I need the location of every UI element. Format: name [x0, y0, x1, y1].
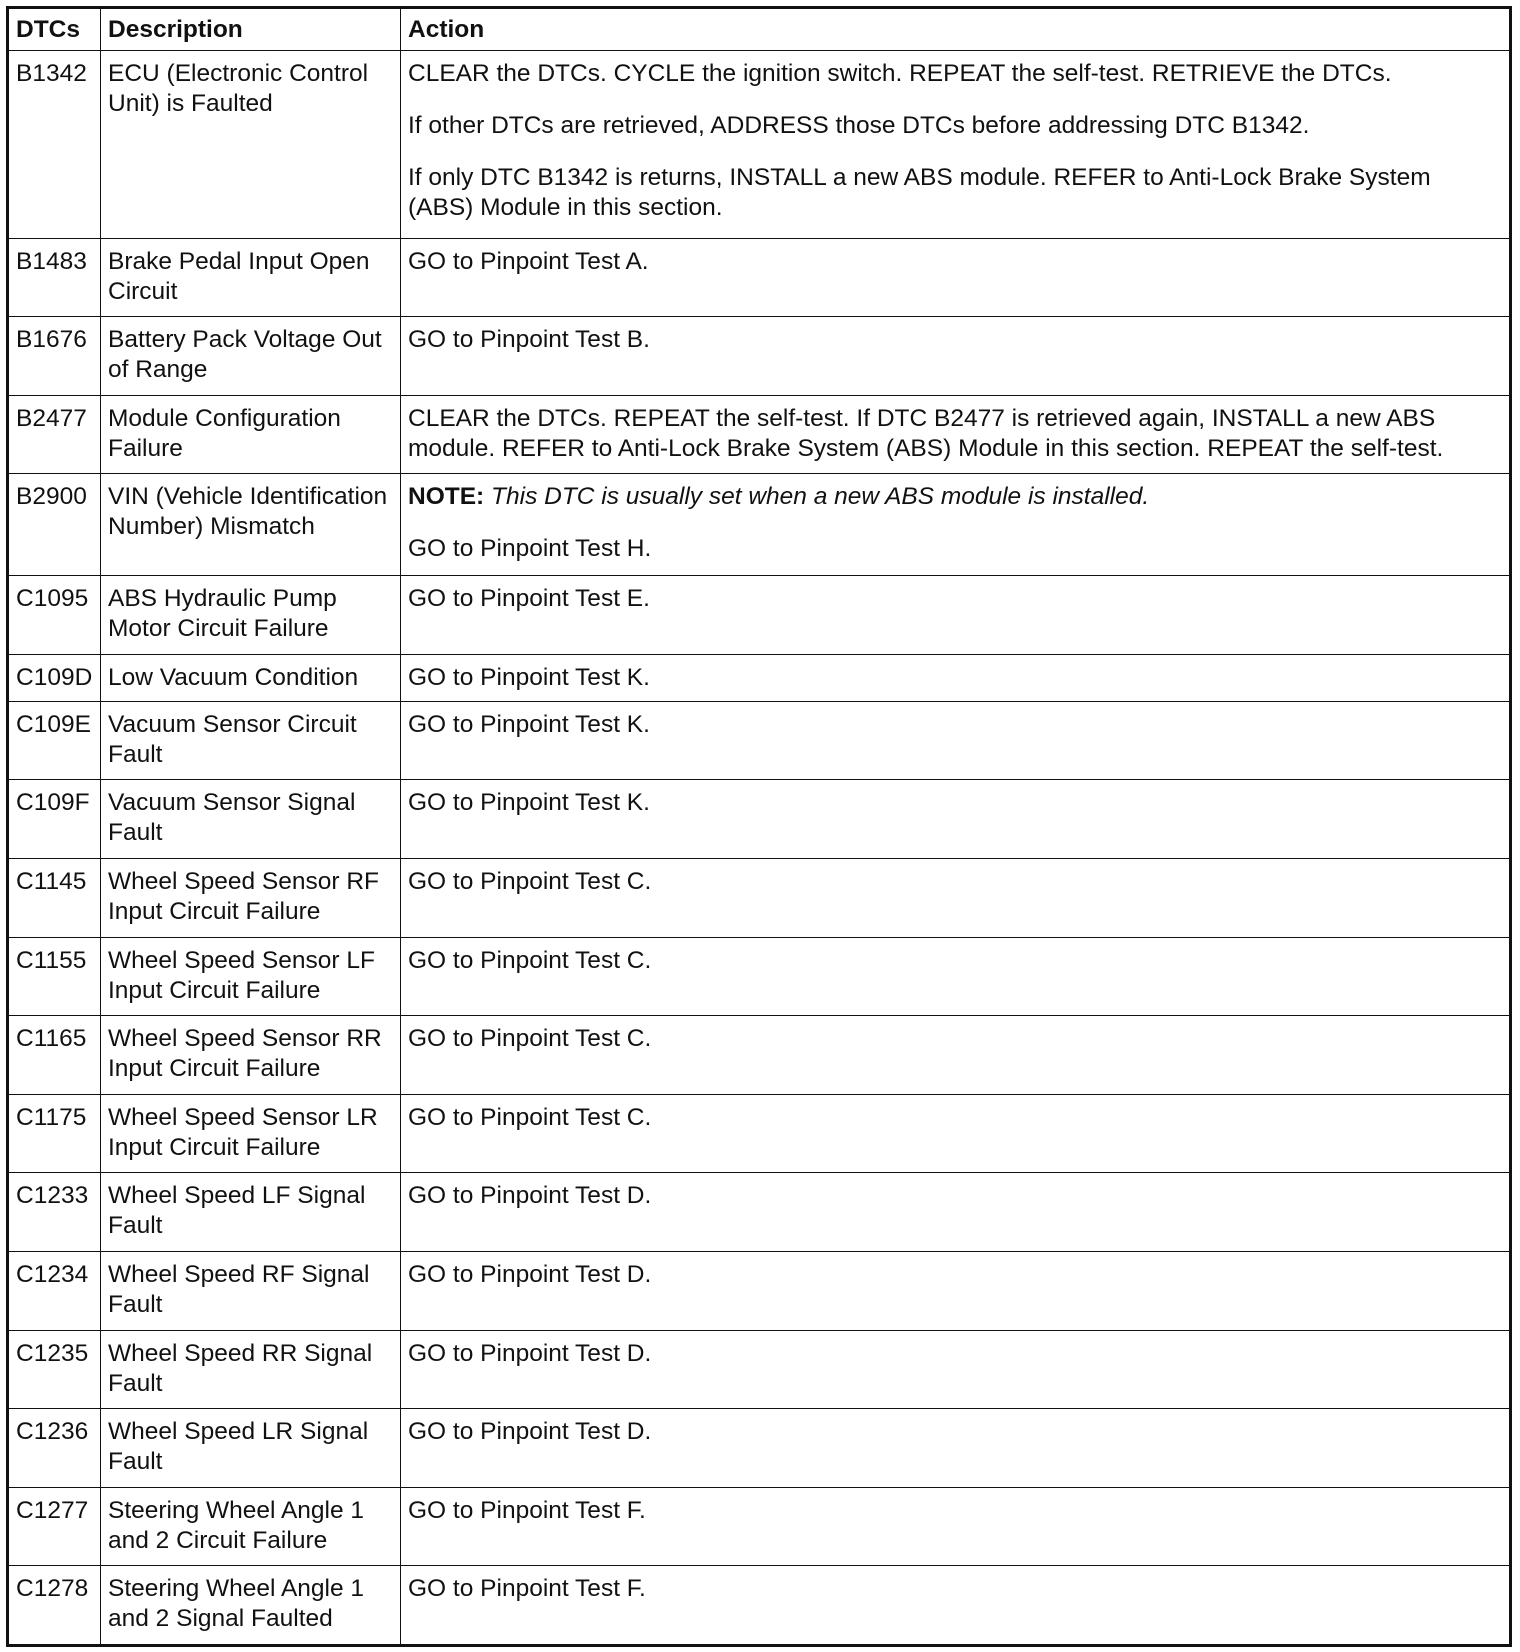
dtc-code: C1233: [8, 1173, 101, 1252]
table-row: [8, 1016, 1511, 1095]
dtc-code: C1235: [8, 1330, 101, 1409]
action-step: GO to Pinpoint Test H.: [408, 535, 652, 563]
dtc-code: C1234: [8, 1251, 101, 1330]
dtc-code: C109E: [8, 701, 101, 780]
dtc-action: GO to Pinpoint Test K.: [401, 654, 1511, 701]
header-row: [8, 8, 1511, 51]
dtc-action: GO to Pinpoint Test D.: [401, 1251, 1511, 1330]
dtc-code: B1676: [8, 317, 101, 396]
dtc-table: [6, 6, 1512, 1647]
table-row: [8, 51, 1511, 239]
action-step: If only DTC B1342 is returns, INSTALL a new ABS module. REFER to Anti-Lock Brake System (ABS) Module in this section.: [408, 164, 1431, 221]
dtc-action: GO to Pinpoint Test K.: [401, 701, 1511, 780]
dtc-description: Module Configuration Failure: [101, 395, 401, 474]
dtc-code: B1342: [8, 51, 101, 239]
dtc-code: B1483: [8, 238, 101, 317]
header-action: Action: [401, 8, 1511, 51]
note-label: NOTE:: [408, 483, 485, 511]
dtc-description: ECU (Electronic Control Unit) is Faulted: [101, 51, 401, 239]
dtc-description: ABS Hydraulic Pump Motor Circuit Failure: [101, 576, 401, 655]
dtc-action: GO to Pinpoint Test C.: [401, 937, 1511, 1016]
dtc-description: VIN (Vehicle Identification Number) Mismatch: [101, 474, 401, 576]
header-description: Description: [101, 8, 401, 51]
dtc-description: Wheel Speed Sensor RF Input Circuit Failure: [101, 858, 401, 937]
action-step: CLEAR the DTCs. CYCLE the ignition switch. REPEAT the self-test. RETRIEVE the DTCs.: [408, 60, 1392, 87]
dtc-description: Wheel Speed Sensor LF Input Circuit Failure: [101, 937, 401, 1016]
dtc-description: Low Vacuum Condition: [101, 654, 401, 701]
dtc-action: GO to Pinpoint Test C.: [401, 1094, 1511, 1173]
table-row: [8, 238, 1511, 317]
note-text: This DTC is usually set when a new ABS module is installed.: [491, 483, 1150, 511]
dtc-description: Wheel Speed Sensor LR Input Circuit Failure: [101, 1094, 401, 1173]
dtc-code: C1277: [8, 1487, 101, 1566]
dtc-action: GO to Pinpoint Test C.: [401, 858, 1511, 937]
dtc-code: C1095: [8, 576, 101, 655]
dtc-description: Wheel Speed Sensor RR Input Circuit Failure: [101, 1016, 401, 1095]
dtc-code: C109F: [8, 780, 101, 859]
dtc-action: GO to Pinpoint Test D.: [401, 1173, 1511, 1252]
table-row: [8, 701, 1511, 780]
dtc-action: GO to Pinpoint Test C.: [401, 1016, 1511, 1095]
table-row: [8, 1094, 1511, 1173]
dtc-description: Wheel Speed RF Signal Fault: [101, 1251, 401, 1330]
table-row: [8, 1251, 1511, 1330]
dtc-code: C1236: [8, 1409, 101, 1488]
dtc-action: GO to Pinpoint Test D.: [401, 1409, 1511, 1488]
dtc-description: Wheel Speed LF Signal Fault: [101, 1173, 401, 1252]
dtc-description: Wheel Speed LR Signal Fault: [101, 1409, 401, 1488]
table-row: [8, 654, 1511, 701]
table-row: [8, 1409, 1511, 1488]
table-row: [8, 1566, 1511, 1646]
dtc-description: Steering Wheel Angle 1 and 2 Signal Faulted: [101, 1566, 401, 1646]
dtc-description: Vacuum Sensor Circuit Fault: [101, 701, 401, 780]
dtc-action: GO to Pinpoint Test F.: [401, 1487, 1511, 1566]
dtc-action: GO to Pinpoint Test B.: [401, 317, 1511, 396]
dtc-action: GO to Pinpoint Test F.: [401, 1566, 1511, 1646]
dtc-code: B2900: [8, 474, 101, 576]
table-row: [8, 1173, 1511, 1252]
header-dtcs: DTCs: [8, 8, 101, 51]
table-row: [8, 317, 1511, 396]
dtc-action: GO to Pinpoint Test D.: [401, 1330, 1511, 1409]
table-row: [8, 395, 1511, 474]
dtc-code: C1165: [8, 1016, 101, 1095]
dtc-action: CLEAR the DTCs. REPEAT the self-test. If DTC B2477 is retrieved again, INSTALL a new ABS module. REFER to Anti-Lock Brake System (ABS) Module in this section. REPEAT the self-test.: [401, 395, 1511, 474]
dtc-code: C1175: [8, 1094, 101, 1173]
dtc-description: Brake Pedal Input Open Circuit: [101, 238, 401, 317]
dtc-code: C1155: [8, 937, 101, 1016]
action-step: If other DTCs are retrieved, ADDRESS those DTCs before addressing DTC B1342.: [408, 112, 1310, 139]
note: [408, 482, 1502, 512]
table-row: [8, 1487, 1511, 1566]
dtc-action: [401, 474, 1511, 576]
table-row: [8, 858, 1511, 937]
dtc-description: Steering Wheel Angle 1 and 2 Circuit Failure: [101, 1487, 401, 1566]
dtc-description: Vacuum Sensor Signal Fault: [101, 780, 401, 859]
dtc-description: Wheel Speed RR Signal Fault: [101, 1330, 401, 1409]
dtc-action: [401, 51, 1511, 239]
dtc-action: GO to Pinpoint Test K.: [401, 780, 1511, 859]
dtc-action: GO to Pinpoint Test E.: [401, 576, 1511, 655]
table-row: [8, 474, 1511, 576]
dtc-code: B2477: [8, 395, 101, 474]
dtc-code: C1278: [8, 1566, 101, 1646]
table-row: [8, 576, 1511, 655]
table-row: [8, 1330, 1511, 1409]
table-row: [8, 937, 1511, 1016]
dtc-code: C1145: [8, 858, 101, 937]
dtc-code: C109D: [8, 654, 101, 701]
table-row: [8, 780, 1511, 859]
dtc-action: GO to Pinpoint Test A.: [401, 238, 1511, 317]
dtc-description: Battery Pack Voltage Out of Range: [101, 317, 401, 396]
